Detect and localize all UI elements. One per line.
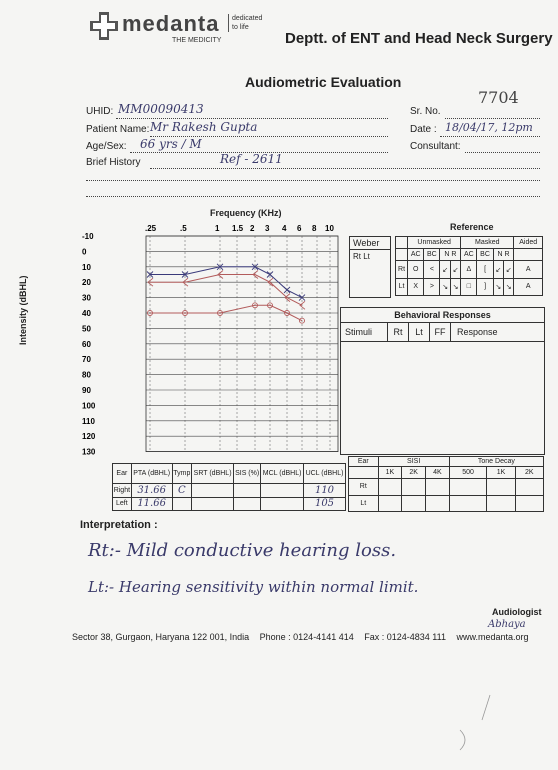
pta-cell bbox=[234, 497, 261, 511]
x-tick-label: 3 bbox=[265, 224, 270, 233]
intensity-title: Intensity (dBHL) bbox=[18, 275, 28, 345]
ref-aided-lt: A bbox=[514, 278, 543, 295]
pta-cell: 11.66 bbox=[131, 497, 172, 511]
pta-cell: 105 bbox=[304, 497, 346, 511]
x-tick-label: 1 bbox=[215, 224, 220, 233]
pta-cell bbox=[192, 484, 234, 498]
footer bbox=[72, 632, 529, 642]
ref-aided-rt: A bbox=[514, 261, 543, 278]
y-tick-label: 110 bbox=[82, 416, 95, 426]
ref-lt-sym: > bbox=[424, 278, 440, 295]
pta-cell: Right bbox=[113, 484, 132, 498]
pta-table bbox=[112, 463, 346, 511]
pta-header: PTA (dBHL) bbox=[131, 464, 172, 484]
pta-cell bbox=[261, 484, 304, 498]
brief-history-label: Brief History bbox=[86, 157, 141, 168]
pta-cell: 110 bbox=[304, 484, 346, 498]
pta-header: UCL (dBHL) bbox=[304, 464, 346, 484]
ref-rt-sym: < bbox=[424, 261, 440, 278]
y-tick-label: -10 bbox=[82, 232, 94, 241]
audiologist-signature: Abhaya bbox=[488, 619, 526, 630]
weber-rt: Rt bbox=[353, 252, 361, 261]
pta-header: Tymp bbox=[172, 464, 192, 484]
stimuli-header: Stimuli bbox=[341, 323, 388, 341]
y-tick-label: 50 bbox=[82, 324, 91, 334]
pta-cell bbox=[192, 497, 234, 511]
consultant-label: Consultant: bbox=[410, 141, 461, 152]
ref-rt-sym: ↙ bbox=[504, 261, 514, 278]
sisi-ear-header: Ear bbox=[349, 457, 379, 467]
weber-box bbox=[349, 236, 391, 298]
ref-lt-sym: ↘ bbox=[440, 278, 450, 295]
right-bc-point bbox=[300, 301, 305, 309]
x-tick-label: 10 bbox=[325, 224, 334, 233]
ref-rt: Rt bbox=[396, 261, 408, 278]
footer-phone: Phone : 0124-4141 414 bbox=[259, 632, 354, 642]
date-value: 18/04/17, 12pm bbox=[445, 121, 533, 134]
x-tick-label: .25 bbox=[145, 224, 157, 233]
ref-rt-sym: ↙ bbox=[440, 261, 450, 278]
logo-tagline: THE MEDICITY bbox=[172, 37, 222, 44]
behavioral-title: Behavioral Responses bbox=[341, 308, 544, 323]
age-sex-value: 66 yrs / M bbox=[140, 137, 202, 151]
ref-aided: Aided bbox=[514, 237, 543, 249]
weber-title: Weber bbox=[350, 237, 390, 250]
x-tick-label: 2 bbox=[250, 224, 255, 233]
y-tick-label: 40 bbox=[82, 309, 91, 318]
behav-ff-header: FF bbox=[430, 323, 451, 341]
ref-rt-sym: Δ bbox=[461, 261, 477, 278]
sisi-col: 2K bbox=[402, 467, 426, 479]
pta-cell bbox=[261, 497, 304, 511]
patient-name-label: Patient Name: bbox=[86, 124, 150, 135]
y-tick-label: 30 bbox=[82, 293, 91, 303]
ref-masked: Masked bbox=[461, 237, 514, 249]
y-tick-label: 20 bbox=[82, 278, 91, 288]
pta-cell bbox=[234, 484, 261, 498]
sisi-header: SISI bbox=[378, 457, 449, 467]
sr-no-label: Sr. No. bbox=[410, 106, 441, 117]
ref-ac-masked: AC bbox=[461, 249, 477, 261]
ref-ac: AC bbox=[408, 249, 424, 261]
x-tick-label: .5 bbox=[180, 224, 187, 233]
sisi-table bbox=[348, 456, 544, 512]
ref-lt: Lt bbox=[396, 278, 408, 295]
pta-cell: Left bbox=[113, 497, 132, 511]
ref-rt-sym: ↙ bbox=[493, 261, 503, 278]
frequency-title: Frequency (KHz) bbox=[210, 208, 282, 218]
pta-header: MCL (dBHL) bbox=[261, 464, 304, 484]
ref-lt-sym: ↘ bbox=[450, 278, 460, 295]
footer-web[interactable]: www.medanta.org bbox=[456, 632, 529, 642]
behav-lt-header: Lt bbox=[409, 323, 430, 341]
ref-unmasked: Unmasked bbox=[408, 237, 461, 249]
tone-decay-col: 1K bbox=[487, 467, 515, 479]
y-tick-label: 10 bbox=[82, 262, 91, 272]
y-tick-label: 80 bbox=[82, 370, 91, 380]
medanta-cross-icon bbox=[90, 12, 118, 40]
tone-decay-col: 2K bbox=[515, 467, 543, 479]
right-bc-line bbox=[150, 275, 302, 306]
uhid-value: MM00090413 bbox=[118, 102, 204, 116]
behav-rt-header: Rt bbox=[388, 323, 409, 341]
weber-lt: Lt bbox=[363, 252, 370, 261]
sisi-col: 4K bbox=[426, 467, 450, 479]
y-tick-label: 100 bbox=[82, 401, 96, 411]
pta-header: SRT (dBHL) bbox=[192, 464, 234, 484]
sisi-rt: Rt bbox=[349, 479, 379, 496]
pta-cell: C bbox=[172, 484, 192, 498]
ref-lt-sym: □ bbox=[461, 278, 477, 295]
logo-name: medanta bbox=[122, 11, 220, 36]
ref-rt-sym: O bbox=[408, 261, 424, 278]
interpretation-label: Interpretation : bbox=[80, 519, 158, 531]
age-sex-label: Age/Sex: bbox=[86, 141, 127, 152]
audiogram-chart bbox=[82, 218, 340, 458]
brief-history-value: Ref - 2611 bbox=[220, 152, 283, 166]
pta-header: Ear bbox=[113, 464, 132, 484]
reference-title: Reference bbox=[450, 222, 494, 232]
medanta-logo bbox=[90, 8, 270, 48]
pta-cell: 31.66 bbox=[131, 484, 172, 498]
interpretation-line-1: Rt:- Mild conductive hearing loss. bbox=[88, 540, 397, 561]
tone-decay-header: Tone Decay bbox=[449, 457, 543, 467]
patient-name-value: Mr Rakesh Gupta bbox=[150, 120, 258, 134]
y-tick-label: 130 bbox=[82, 447, 96, 457]
x-tick-label: 4 bbox=[282, 224, 287, 233]
behavioral-box bbox=[340, 307, 545, 455]
interpretation-line-2: Lt:- Hearing sensitivity within normal limit. bbox=[88, 578, 419, 596]
audiologist-title: Audiologist bbox=[492, 607, 542, 617]
tone-decay-col: 500 bbox=[449, 467, 487, 479]
ref-lt-sym: ↘ bbox=[504, 278, 514, 295]
y-tick-label: 0 bbox=[82, 247, 87, 257]
ref-bc: BC bbox=[424, 249, 440, 261]
ref-nr-masked: N R bbox=[493, 249, 514, 261]
pta-cell bbox=[172, 497, 192, 511]
y-tick-label: 60 bbox=[82, 339, 91, 349]
form-title: Audiometric Evaluation bbox=[245, 74, 402, 90]
x-tick-label: 1.5 bbox=[232, 224, 244, 233]
pta-header: SIS (%) bbox=[234, 464, 261, 484]
uhid-label: UHID: bbox=[86, 106, 114, 117]
ref-rt-sym: ↙ bbox=[450, 261, 460, 278]
x-tick-label: 6 bbox=[297, 224, 302, 233]
ref-lt-sym: X bbox=[408, 278, 424, 295]
department-title: Deptt. of ENT and Head Neck Surgery bbox=[285, 30, 553, 47]
ref-bc-masked: BC bbox=[477, 249, 493, 261]
sisi-lt: Lt bbox=[349, 495, 379, 512]
ref-lt-sym: ↘ bbox=[493, 278, 503, 295]
reference-table bbox=[395, 236, 543, 296]
sr-no-value: 7704 bbox=[478, 88, 519, 107]
y-tick-label: 120 bbox=[82, 432, 96, 442]
ref-rt-sym: [ bbox=[477, 261, 493, 278]
footer-fax: Fax : 0124-4834 111 bbox=[364, 632, 446, 642]
y-tick-label: 90 bbox=[82, 386, 91, 395]
footer-address: Sector 38, Gurgaon, Haryana 122 001, India bbox=[72, 632, 250, 642]
scan-artifact bbox=[440, 690, 500, 770]
y-tick-label: 70 bbox=[82, 355, 91, 365]
logo-sub: dedicated to life bbox=[228, 14, 260, 32]
date-label: Date : bbox=[410, 124, 437, 135]
ref-lt-sym: ] bbox=[477, 278, 493, 295]
x-tick-label: 8 bbox=[312, 224, 317, 233]
behav-response-header: Response bbox=[457, 327, 498, 337]
ref-nr: N R bbox=[440, 249, 461, 261]
sisi-col: 1K bbox=[378, 467, 402, 479]
